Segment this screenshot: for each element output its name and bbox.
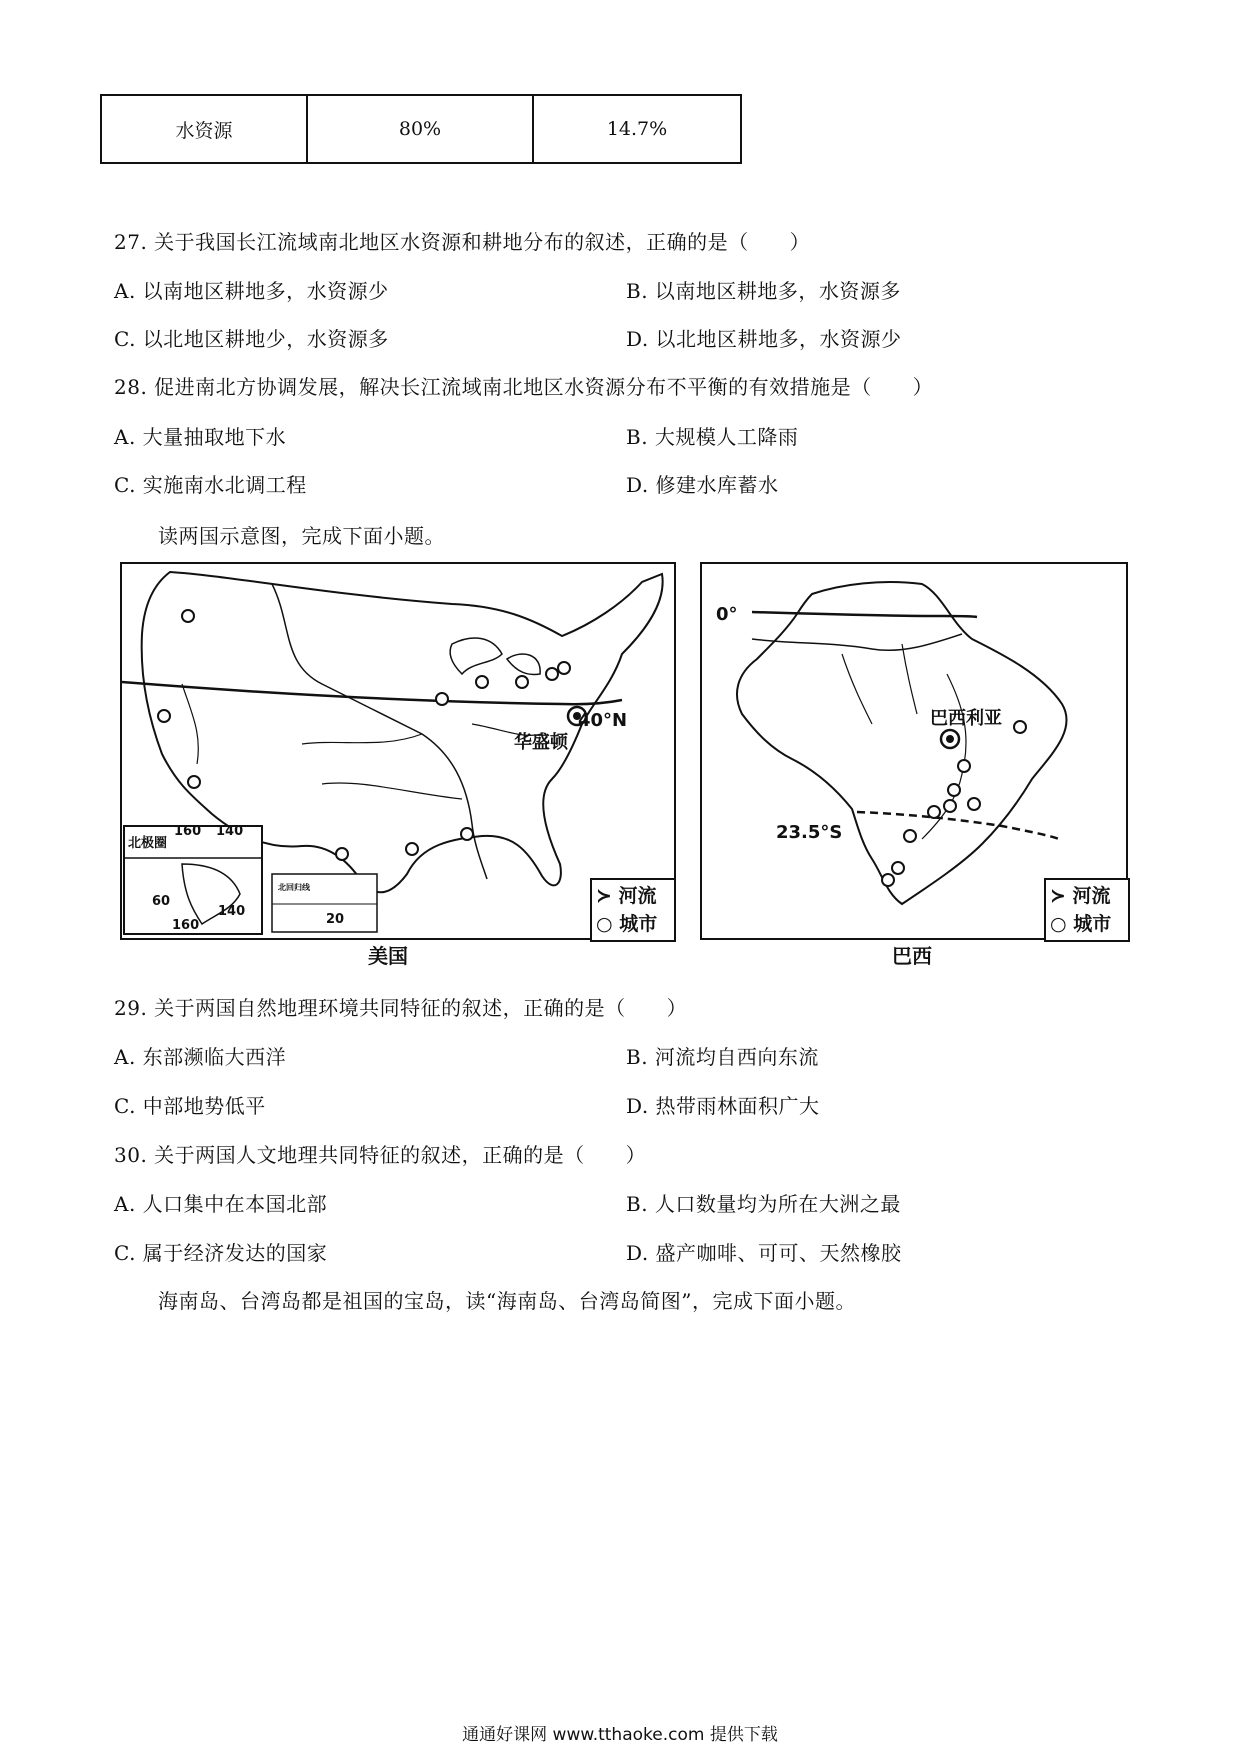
question-27-option-c: C. 以北地区耕地少，水资源多 — [114, 327, 389, 351]
question-29-option-b: B. 河流均自西向东流 — [626, 1045, 819, 1069]
question-29-stem: 29. 关于两国自然地理环境共同特征的叙述，正确的是（ ） — [114, 996, 688, 1020]
usa-legend — [590, 878, 676, 942]
river-icon: ≻ — [596, 885, 612, 907]
question-28-option-d: D. 修建水库蓄水 — [626, 473, 779, 497]
table-cell: 80% — [307, 95, 533, 163]
question-29-option-d: D. 热带雨林面积广大 — [626, 1094, 820, 1118]
river-icon: ≻ — [1050, 885, 1066, 907]
question-27-option-d: D. 以北地区耕地多，水资源少 — [626, 327, 902, 351]
table-cell: 14.7% — [533, 95, 741, 163]
table-row — [101, 95, 741, 163]
city-icon: ○ — [596, 913, 613, 935]
question-28-stem: 28. 促进南北方协调发展，解决长江流域南北地区水资源分布不平衡的有效措施是（ ） — [114, 375, 934, 399]
resource-table — [100, 94, 742, 164]
legend-city: ○ 城市 — [1050, 913, 1112, 935]
question-30-option-c: C. 属于经济发达的国家 — [114, 1241, 328, 1265]
usa-inset-number: 160 — [172, 918, 200, 933]
usa-inset-number: 140 — [218, 904, 246, 919]
usa-latitude-label: 40°N — [578, 710, 628, 731]
question-27-option-a: A. 以南地区耕地多，水资源少 — [114, 279, 389, 303]
usa-inset-number: 140 — [216, 824, 244, 839]
question-30-option-b: B. 人口数量均为所在大洲之最 — [626, 1192, 901, 1216]
question-27-option-b: B. 以南地区耕地多，水资源多 — [626, 279, 901, 303]
question-28-option-c: C. 实施南水北调工程 — [114, 473, 307, 497]
question-30-option-d: D. 盛产咖啡、可可、天然橡胶 — [626, 1241, 902, 1265]
legend-river: ≻ 河流 — [1050, 885, 1111, 907]
usa-hawaii-number: 20 — [326, 912, 345, 927]
brazil-legend — [1044, 878, 1130, 942]
brazil-tropic-label: 23.5°S — [776, 822, 843, 843]
brazil-equator-label: 0° — [716, 604, 738, 625]
brazil-capital-label: 巴西利亚 — [930, 708, 1002, 729]
brazil-caption: 巴西 — [892, 944, 932, 968]
question-30-option-a: A. 人口集中在本国北部 — [114, 1192, 328, 1216]
question-29-option-c: C. 中部地势低平 — [114, 1094, 266, 1118]
question-30-stem: 30. 关于两国人文地理共同特征的叙述，正确的是（ ） — [114, 1143, 647, 1167]
question-28-option-b: B. 大规模人工降雨 — [626, 425, 799, 449]
city-icon: ○ — [1050, 913, 1067, 935]
usa-capital-label: 华盛顿 — [514, 732, 568, 753]
legend-city: ○ 城市 — [596, 913, 658, 935]
maps-intro: 读两国示意图，完成下面小题。 — [158, 524, 445, 548]
usa-map — [120, 562, 676, 940]
table-cell: 水资源 — [101, 95, 307, 163]
page-footer: 通通好课网 www.tthaoke.com 提供下载 — [462, 1725, 778, 1745]
usa-hawaii-label: 北回归线 — [278, 883, 310, 892]
question-28-option-a: A. 大量抽取地下水 — [114, 425, 287, 449]
usa-inset-title: 北极圈 — [128, 836, 168, 851]
usa-inset-number: 160 — [174, 824, 202, 839]
question-27-stem: 27. 关于我国长江流域南北地区水资源和耕地分布的叙述，正确的是（ ） — [114, 230, 811, 254]
usa-inset-number: 60 — [152, 894, 171, 909]
usa-caption: 美国 — [368, 944, 408, 968]
question-29-option-a: A. 东部濒临大西洋 — [114, 1045, 287, 1069]
legend-river: ≻ 河流 — [596, 885, 657, 907]
islands-intro: 海南岛、台湾岛都是祖国的宝岛，读“海南岛、台湾岛简图”，完成下面小题。 — [158, 1289, 856, 1313]
brazil-map — [700, 562, 1128, 940]
